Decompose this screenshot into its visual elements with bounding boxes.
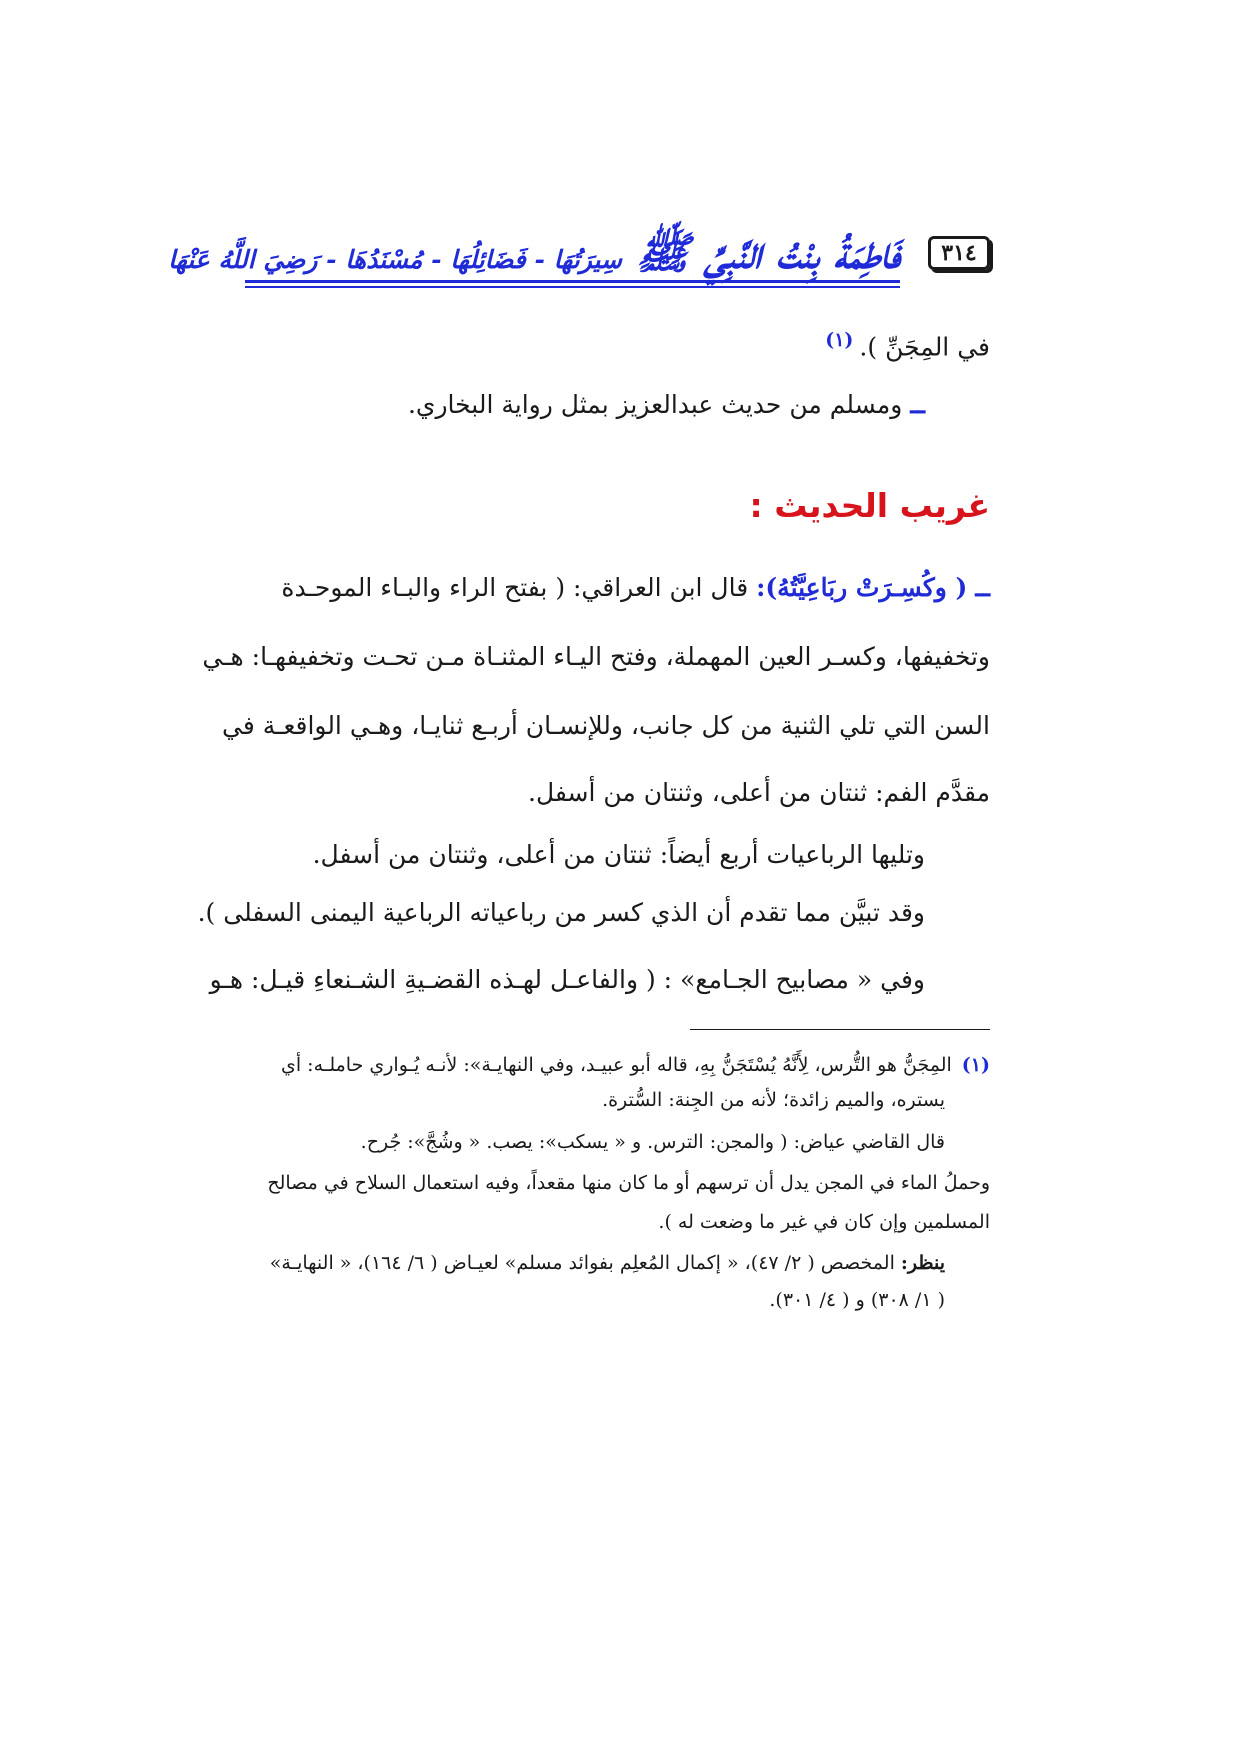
paragraph-4: وفي « مصابيح الجـامع» : ( والفاعـل لهـذه القضـيةِ الشـنعاءِ قيـل: هـو (209, 965, 925, 994)
footnote-3-line-1: وحملُ الماء في المجن يدل أن ترسهم أو ما كان منها مقعداً، وفيه استعمال السلاح في مصالح (267, 1172, 990, 1194)
line1-text: في المِجَنِّ ). (859, 332, 990, 362)
fn1-line1-text: المِجَنُّ هو التُّرس، لِأَنَّهُ يُسْتَجَنُّ بِهِ، قاله أبو عبيـد، وفي النهايـة»: لأنـه يُـواري حاملـه: أي (280, 1054, 952, 1076)
paragraph-3: وقد تبيَّن مما تقدم أن الذي كسر من رباعياته الرباعية اليمنى السفلى ). (197, 898, 925, 927)
paragraph-1-line-4: مقدَّم الفم: ثنتان من أعلى، وثنتان من أسفل. (528, 778, 990, 807)
page-number: ٣١٤ (928, 236, 990, 270)
book-subtitle: سِيرَتُهَا - فَضَائِلُهَا - مُسْنَدُهَا - رَضِيَ اللَّهُ عَنْهَا (168, 245, 622, 274)
page-header (168, 196, 990, 286)
text-line-1 (245, 322, 990, 365)
bullet-dash: ــ (910, 390, 925, 419)
text-line-2 (245, 387, 990, 423)
footnote-ref-1[interactable]: (١) (825, 329, 854, 351)
footnote-separator (690, 1029, 990, 1030)
running-title (168, 196, 900, 279)
header-rule-top (245, 280, 900, 283)
fn4-line1-text: المخصص ( ٢/ ٤٧)، « إكمال المُعلِم بفوائد مسلم» لعيـاض ( ٦/ ١٦٤)، « النهايـة» (269, 1252, 895, 1274)
footnote-1-line-2: يستره، والميم زائدة؛ لأنه من الجِنة: السُّترة. (602, 1089, 945, 1111)
section-heading: غريب الحديث : (749, 486, 990, 525)
paragraph-1-line-2: وتخفيفها، وكسـر العين المهملة، وفتح اليـاء المثنـاة مـن تحـت وتخفيفهـا: هـي (202, 642, 990, 671)
footnote-2: قال القاضي عياض: ( والمجن: الترس. و « يسكب»: يصب. « وشُجَّ»: جُرح. (360, 1131, 945, 1153)
footnote-3-line-2: المسلمين وإن كان في غير ما وضعت له ). (658, 1211, 990, 1233)
footnote-number: (١) (961, 1054, 990, 1076)
bullet-dash: ــ (975, 573, 990, 602)
paragraph-2: وتليها الرباعيات أربع أيضاً: ثنتان من أعلى، وثنتان من أسفل. (312, 840, 925, 869)
line2-text: ومسلم من حديث عبدالعزيز بمثل رواية البخاري. (407, 390, 903, 419)
footnote-4-line-2: ( ١/ ٣٠٨) و ( ٤/ ٣٠١). (769, 1289, 945, 1311)
see-label: ينظر: (900, 1252, 945, 1274)
footnote-4-line-1 (245, 1250, 990, 1276)
keyword-term: ( وكُسِـرَتْ ربَاعِيَّتُهُ): (756, 573, 968, 602)
p1-line1-text: قال ابن العراقي: ( بفتح الراء والبـاء الموحـدة (281, 573, 749, 602)
footnote-1-line-1 (245, 1052, 990, 1078)
paragraph-1-line-1 (245, 570, 990, 606)
paragraph-1-line-3: السن التي تلي الثنية من كل جانب، وللإنسـان أربـع ثنايـا، وهـي الواقعـة في (221, 711, 990, 740)
header-rule-bottom (245, 286, 900, 288)
book-title: فَاطِمَةُ بِنْتُ النَّبِيِّ ﷺ (636, 228, 900, 279)
